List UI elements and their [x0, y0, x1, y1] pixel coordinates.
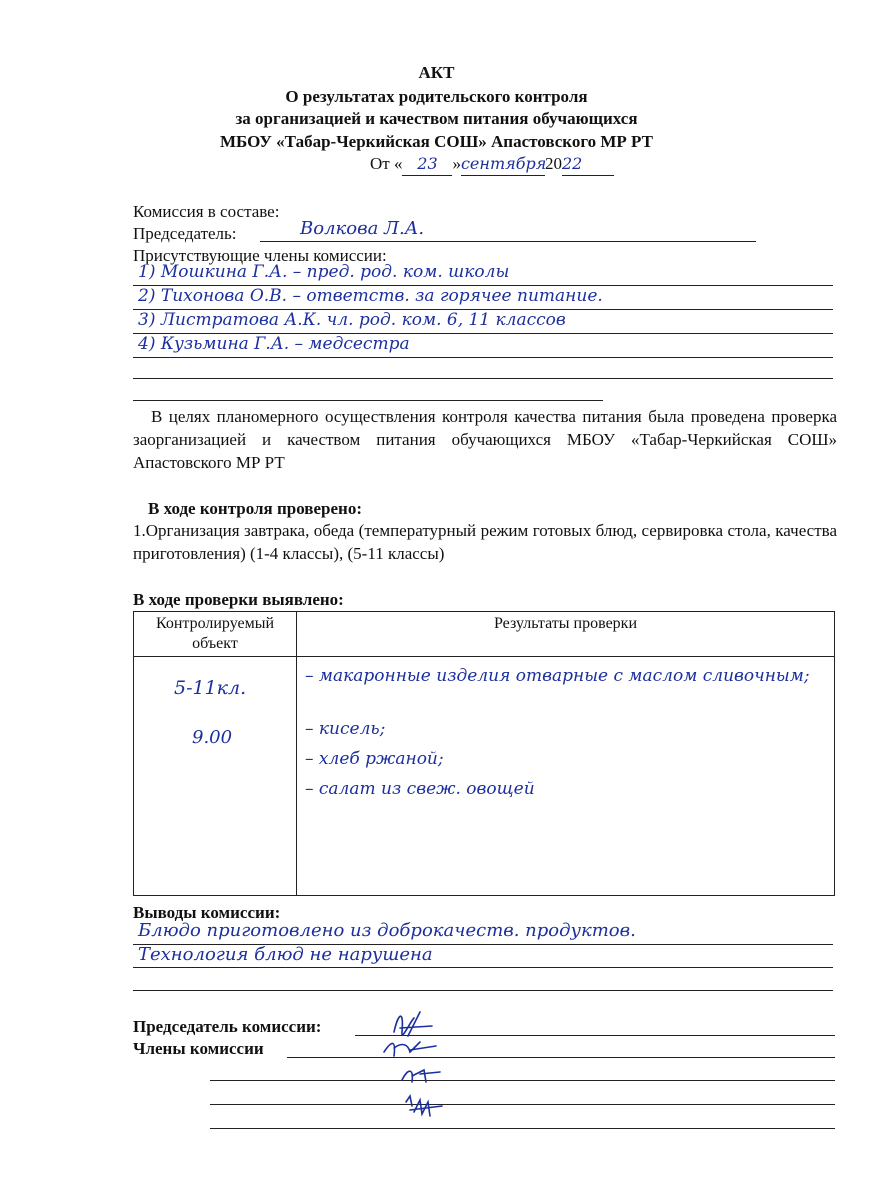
date-month: сентября: [461, 153, 545, 176]
checked-heading: В ходе контроля проверено:: [148, 499, 362, 518]
column-header-object: Контролируемый объект: [134, 612, 297, 657]
result-item: – хлеб ржаной;: [305, 749, 444, 769]
revealed-heading: В ходе проверки выявлено:: [133, 590, 344, 609]
chairman-signature: [394, 1012, 432, 1036]
member-signature-1: [384, 1042, 436, 1056]
date-mid: »: [452, 154, 461, 173]
chairman-label: Председатель:: [133, 224, 237, 243]
object-class: 5-11кл.: [174, 677, 247, 699]
purpose-paragraph: В целях планомерного осуществления контроля качества питания была проведена проверка заорганизацией и качеством питания обучающихся МБОУ «Табар-Черкийская СОШ» Апастовского МР РТ: [133, 407, 837, 472]
member-1: 1) Мошкина Г.А. – пред. род. ком. школы: [138, 262, 510, 282]
document-date: [370, 153, 614, 179]
document-subtitle-2: за организацией и качеством питания обучающихся: [235, 109, 638, 128]
commission-label: Комиссия в составе:: [133, 202, 280, 221]
result-item: – салат из свеж. овощей: [305, 779, 535, 799]
member-2: 2) Тихонова О.В. – ответств. за горячее питание.: [138, 286, 603, 306]
document-subtitle-1: О результатах родительского контроля: [285, 87, 588, 106]
members-signature-label: Члены комиссии: [133, 1039, 264, 1058]
chairman-name: Волкова Л.А.: [300, 218, 425, 239]
document-title: АКТ: [418, 63, 455, 82]
conclusion-line-2: Технология блюд не нарушена: [138, 944, 433, 965]
signatures-drawing: [380, 1002, 460, 1132]
object-cell: [134, 657, 297, 896]
date-prefix: От «: [370, 154, 403, 173]
member-signature-2: [402, 1070, 440, 1082]
member-4: 4) Кузьмина Г.А. – медсестра: [138, 334, 410, 354]
result-item: – макаронные изделия отварные с маслом сливочным;: [305, 666, 810, 686]
member-signature-3: [406, 1096, 442, 1116]
school-name: МБОУ «Табар-Черкийская СОШ» Апастовского МР РТ: [220, 132, 653, 151]
results-cell: [297, 657, 835, 896]
table-header-row: [134, 612, 835, 657]
member-3: 3) Листратова А.К. чл. род. ком. 6, 11 классов: [138, 310, 566, 330]
members-label: Присутствующие члены комиссии:: [133, 246, 387, 265]
table-row: [134, 657, 835, 896]
conclusions-heading: Выводы комиссии:: [133, 903, 281, 922]
chairman-signature-label: Председатель комиссии:: [133, 1017, 322, 1036]
column-header-results: Результаты проверки: [297, 612, 835, 657]
object-time: 9.00: [192, 727, 233, 748]
checked-item: 1.Организация завтрака, обеда (температурный режим готовых блюд, сервировка стола, качества приготовления) (1-4 классы), (5-11 классы): [133, 521, 837, 563]
conclusion-line-1: Блюдо приготовлено из доброкачеств. продуктов.: [138, 920, 636, 941]
inspection-table: [133, 611, 835, 896]
date-year-suffix: 22: [562, 153, 614, 176]
date-day: 23: [402, 153, 452, 176]
date-year-prefix: 20: [544, 154, 562, 173]
result-item: – кисель;: [305, 719, 386, 739]
